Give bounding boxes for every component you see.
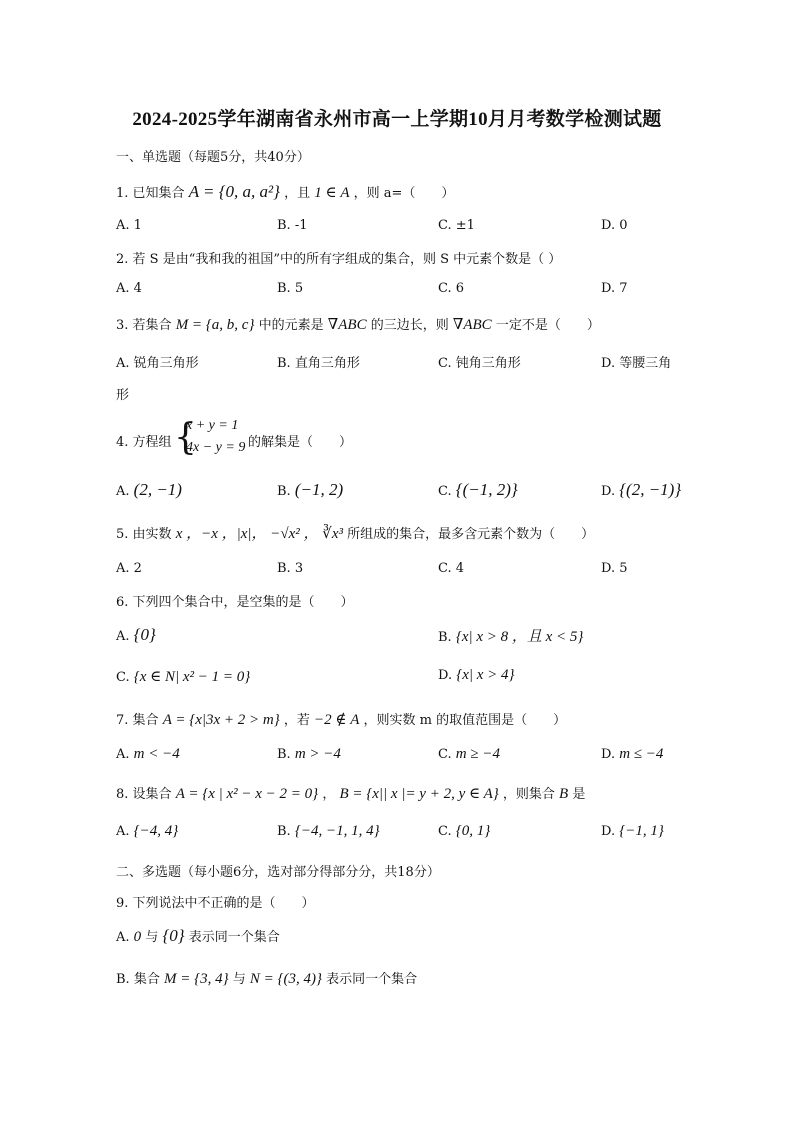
question-7-math: A = {x|3x + 2 > m} [162,712,280,728]
question-8 [116,783,585,803]
question-4-text: 4. 方程组 [116,435,172,450]
question-5-math: x ，−x ，|x|， −√x² ， ∛x³ [175,526,344,542]
question-3-text: 3. 若集合 [116,318,172,333]
question-4-option-a: A. (2, −1) [116,480,182,499]
question-9-option-a: A. 0 与 {0} 表示同一个集合 [116,926,280,945]
question-3-triangle-2: ∇ABC [452,317,492,333]
question-2-option-c: C. 6 [438,281,465,296]
question-5-option-a: A. 2 [116,561,142,576]
question-8-option-b: B. {−4, −1, 1, 4} [277,823,380,839]
question-4-equation-2: 4x − y = 9 [186,440,246,455]
question-1-option-b: B. -1 [277,218,308,233]
question-7 [116,709,566,729]
question-3-option-b: B. 直角三角形 [277,356,360,371]
question-6-option-b: B. {x| x > 8 ，且 x < 5} [438,629,584,645]
question-3-option-c: C. 钝角三角形 [438,356,521,371]
question-6: 6. 下列四个集合中，是空集的是（ ） [116,595,354,610]
question-4-option-b: B. (−1, 2) [277,480,344,499]
question-8-option-a: A. {−4, 4} [116,823,179,839]
question-1-option-c: C. ±1 [438,218,475,233]
question-7-option-a: A. m < −4 [116,746,180,762]
question-2-option-a: A. 4 [116,281,142,296]
question-4-text-end: 的解集是（ ） [248,435,353,450]
question-3-option-d-wrap: 形 [116,388,130,403]
question-8-text-mid2: ，则集合 [502,787,555,802]
question-8-math-3: B [559,786,569,802]
question-8-math-2: B = {x|| x |= y + 2, y ∈ A} [339,786,499,802]
exam-title: 2024-2025学年湖南省永州市高一上学期10月月考数学检测试题 [132,109,662,130]
question-1-option-d: D. 0 [601,218,628,233]
question-8-text-mid: ， [322,787,336,802]
section-heading-multiple-choice: 二、多选题（每小题6分，选对部分得部分分，共18分） [116,865,440,880]
question-1-text-end: ，则 a=（ ） [353,186,455,201]
question-3-triangle: ∇ABC [327,317,367,333]
question-5-option-d: D. 5 [601,561,628,576]
question-5-option-c: C. 4 [438,561,465,576]
question-7-option-d: D. m ≤ −4 [601,746,664,762]
question-4-option-c: C. {(−1, 2)} [438,480,518,499]
question-7-option-c: C. m ≥ −4 [438,746,500,762]
question-3-text-mid2: 的三边长，则 [370,318,449,333]
question-7-text-mid: ，若 [283,713,310,728]
question-3 [116,314,600,334]
question-1-option-a: A. 1 [116,218,142,233]
question-5-text-end: 所组成的集合，最多含元素个数为（ ） [347,527,595,542]
question-3-option-d: D. 等腰三角 [601,356,672,371]
question-4-option-d: D. {(2, −1)} [601,480,682,499]
question-3-text-mid: 中的元素是 [258,318,324,333]
question-3-option-a: A. 锐角三角形 [116,356,199,371]
question-8-math: A = {x | x² − x − 2 = 0} [175,786,319,802]
question-2-option-d: D. 7 [601,281,628,296]
question-2: 2. 若 S 是由“我和我的祖国”中的所有字组成的集合，则 S 中元素个数是（ ） [116,252,562,267]
question-5 [116,522,594,543]
question-6-option-c: C. {x ∈ N| x² − 1 = 0} [116,669,251,685]
question-7-text-end: ，则实数 m 的取值范围是（ ） [363,713,567,728]
question-8-option-c: C. {0, 1} [438,823,491,839]
question-7-math-2: −2 ∉ A [314,712,360,728]
question-4-equation-1: x + y = 1 [186,418,239,433]
question-1-math: A = {0, a, a²} [188,182,280,201]
question-1-math-2: 1 ∈ A [314,185,350,201]
question-1-text-mid: ，且 [284,186,311,201]
question-7-option-b: B. m > −4 [277,746,341,762]
question-8-text: 8. 设集合 [116,787,172,802]
question-1 [116,182,454,202]
question-9: 9. 下列说法中不正确的是（ ） [116,896,315,911]
question-3-text-end: 一定不是（ ） [495,318,600,333]
question-1-text: 1. 已知集合 [116,186,185,201]
question-5-option-b: B. 3 [277,561,304,576]
question-6-option-a: A. {0} [116,625,156,644]
question-8-text-end: 是 [572,787,586,802]
question-8-option-d: D. {−1, 1} [601,823,664,839]
question-6-option-d: D. {x| x > 4} [438,667,515,683]
question-9-option-b: B. 集合 M = {3, 4} 与 N = {(3, 4)} 表示同一个集合 [116,971,418,987]
question-7-text: 7. 集合 [116,713,159,728]
question-2-option-b: B. 5 [277,281,304,296]
question-5-text: 5. 由实数 [116,527,172,542]
question-4-brace: { [174,417,197,458]
question-3-math: M = {a, b, c} [175,317,255,333]
section-heading-single-choice: 一、单选题（每题5分，共40分） [116,150,310,165]
